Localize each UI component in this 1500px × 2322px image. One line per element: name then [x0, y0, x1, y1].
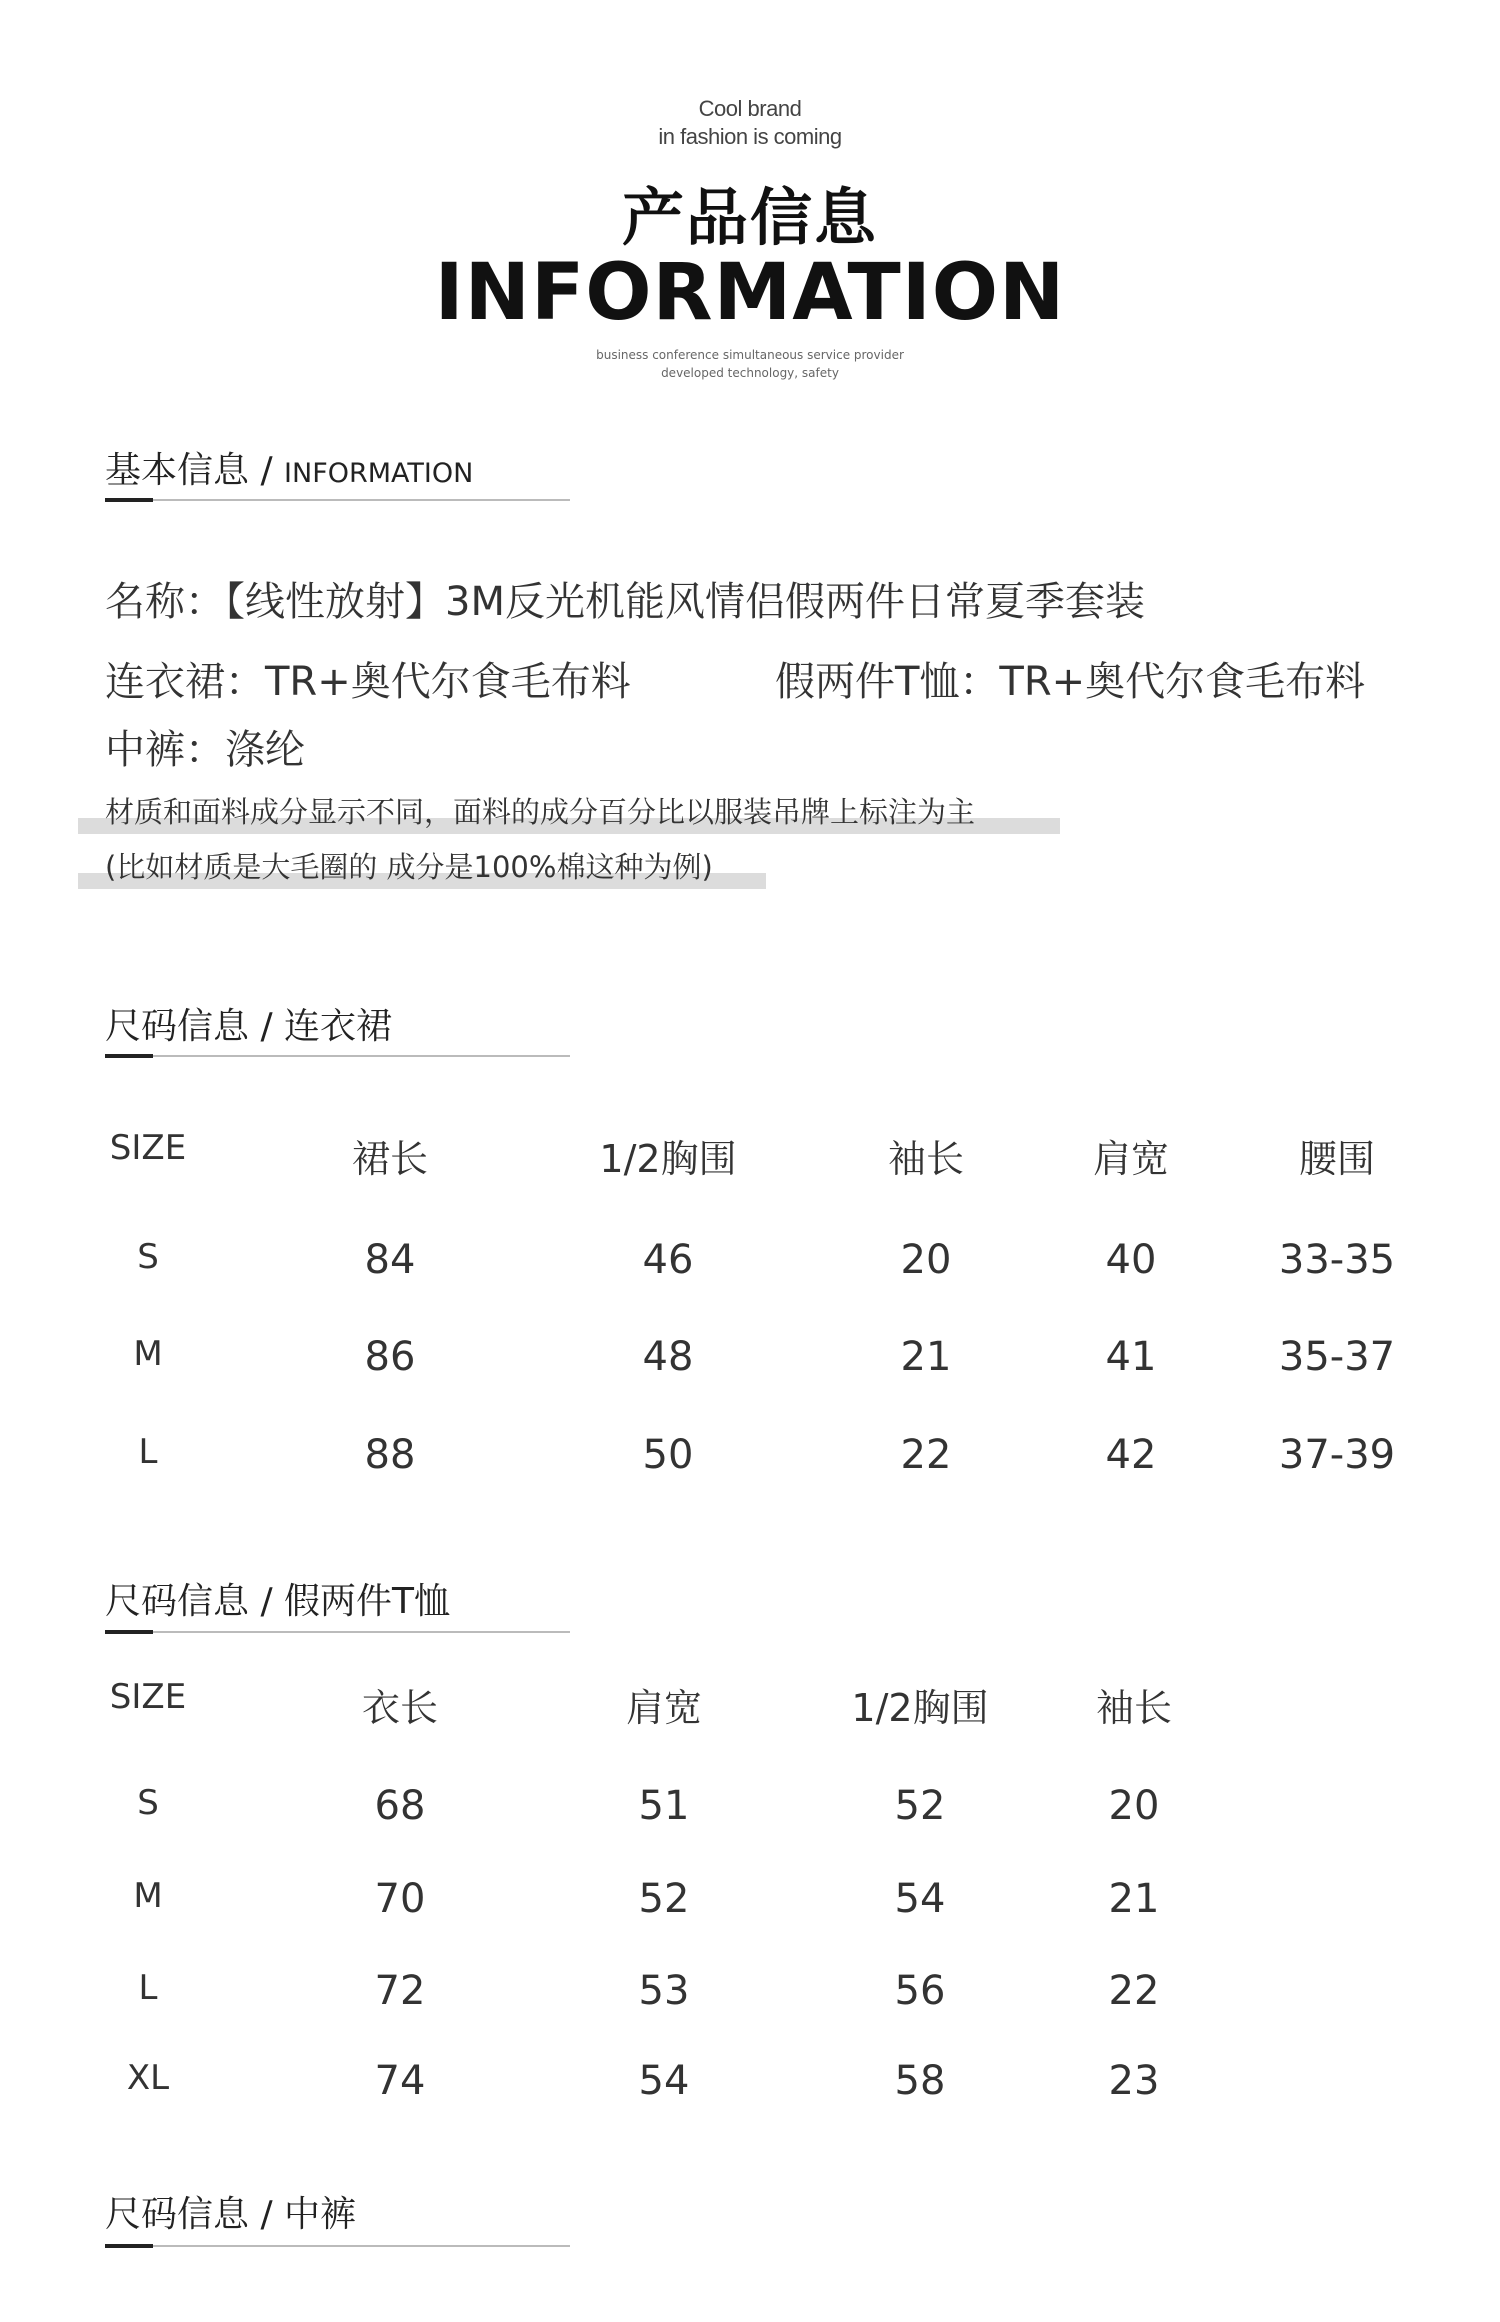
- section-divider: [105, 499, 570, 501]
- column-header: SIZE: [109, 1128, 187, 1168]
- column-header: 腰围: [1298, 1137, 1375, 1181]
- column-header: 1/2胸围: [599, 1137, 737, 1181]
- column-header: 袖长: [1095, 1686, 1172, 1730]
- column-header: 肩宽: [1092, 1137, 1169, 1181]
- column-header: 袖长: [887, 1137, 964, 1181]
- shorts-size-title: 尺码信息 / 中裤: [105, 2194, 357, 2235]
- section-accent: [105, 1054, 153, 1058]
- table-cell: 21: [1108, 1876, 1160, 1922]
- table-cell: 35-37: [1278, 1334, 1396, 1380]
- size-label: L: [138, 1968, 158, 2008]
- page-title-cn: 产品信息: [621, 181, 878, 254]
- shorts-fabric: 中裤：涤纶: [105, 727, 305, 773]
- table-cell: 20: [1108, 1783, 1160, 1829]
- table-cell: 33-35: [1278, 1237, 1396, 1283]
- table-cell: 58: [894, 2058, 946, 2104]
- table-cell: 52: [894, 1783, 946, 1829]
- size-label: S: [137, 1783, 159, 1823]
- table-cell: 21: [900, 1334, 952, 1380]
- table-cell: 41: [1105, 1334, 1157, 1380]
- table-cell: 68: [374, 1783, 426, 1829]
- tagline-1: business conference simultaneous service provider: [596, 348, 904, 362]
- tshirt-fabric: 假两件T恤：TR+奥代尔食毛布料: [775, 659, 1366, 705]
- material-note-2: (比如材质是大毛圈的 成分是100%棉这种为例): [105, 850, 713, 884]
- brand-line-1: Cool brand: [698, 96, 802, 121]
- tagline-2: developed technology, safety: [661, 366, 839, 380]
- column-header: 肩宽: [625, 1686, 702, 1730]
- basic-info-title-en: INFORMATION: [284, 458, 474, 489]
- table-cell: 40: [1105, 1237, 1157, 1283]
- size-label: M: [133, 1876, 163, 1916]
- dress-fabric: 连衣裙：TR+奥代尔食毛布料: [105, 659, 631, 705]
- table-cell: 56: [894, 1968, 946, 2014]
- section-divider: [105, 1055, 570, 1057]
- table-cell: 52: [638, 1876, 690, 1922]
- table-cell: 22: [1108, 1968, 1160, 2014]
- column-header: 衣长: [361, 1686, 438, 1730]
- table-cell: 20: [900, 1237, 952, 1283]
- size-label: M: [133, 1334, 163, 1374]
- table-cell: 72: [374, 1968, 426, 2014]
- section-accent: [105, 1630, 153, 1634]
- table-cell: 37-39: [1278, 1432, 1396, 1478]
- column-header: 1/2胸围: [851, 1686, 989, 1730]
- product-name: 名称：【线性放射】3M反光机能风情侣假两件日常夏季套装: [105, 579, 1145, 625]
- table-cell: 54: [894, 1876, 946, 1922]
- table-cell: 54: [638, 2058, 690, 2104]
- tshirt-size-title: 尺码信息 / 假两件T恤: [105, 1581, 451, 1622]
- table-cell: 51: [638, 1783, 690, 1829]
- table-cell: 42: [1105, 1432, 1157, 1478]
- table-cell: 23: [1108, 2058, 1160, 2104]
- table-cell: 88: [364, 1432, 416, 1478]
- table-cell: 70: [374, 1876, 426, 1922]
- table-cell: 53: [638, 1968, 690, 2014]
- table-cell: 74: [374, 2058, 426, 2104]
- basic-info-title-cn: 基本信息 /: [105, 450, 285, 491]
- size-label: S: [137, 1237, 159, 1277]
- table-cell: 84: [364, 1237, 416, 1283]
- section-divider: [105, 1631, 570, 1633]
- table-cell: 48: [642, 1334, 694, 1380]
- column-header: SIZE: [109, 1677, 187, 1717]
- section-divider: [105, 2245, 570, 2247]
- table-cell: 22: [900, 1432, 952, 1478]
- section-accent: [105, 498, 153, 502]
- table-cell: 50: [642, 1432, 694, 1478]
- size-label: L: [138, 1432, 158, 1472]
- table-cell: 46: [642, 1237, 694, 1283]
- material-note-1: 材质和面料成分显示不同，面料的成分百分比以服装吊牌上标注为主: [105, 795, 976, 829]
- column-header: 裙长: [351, 1137, 428, 1181]
- table-cell: 86: [364, 1334, 416, 1380]
- section-accent: [105, 2244, 153, 2248]
- size-label: XL: [126, 2058, 170, 2098]
- page-title-en: INFORMATION: [434, 248, 1066, 338]
- basic-info-title: [105, 442, 473, 493]
- brand-line-2: in fashion is coming: [658, 124, 842, 149]
- dress-size-title: 尺码信息 / 连衣裙: [105, 1006, 393, 1047]
